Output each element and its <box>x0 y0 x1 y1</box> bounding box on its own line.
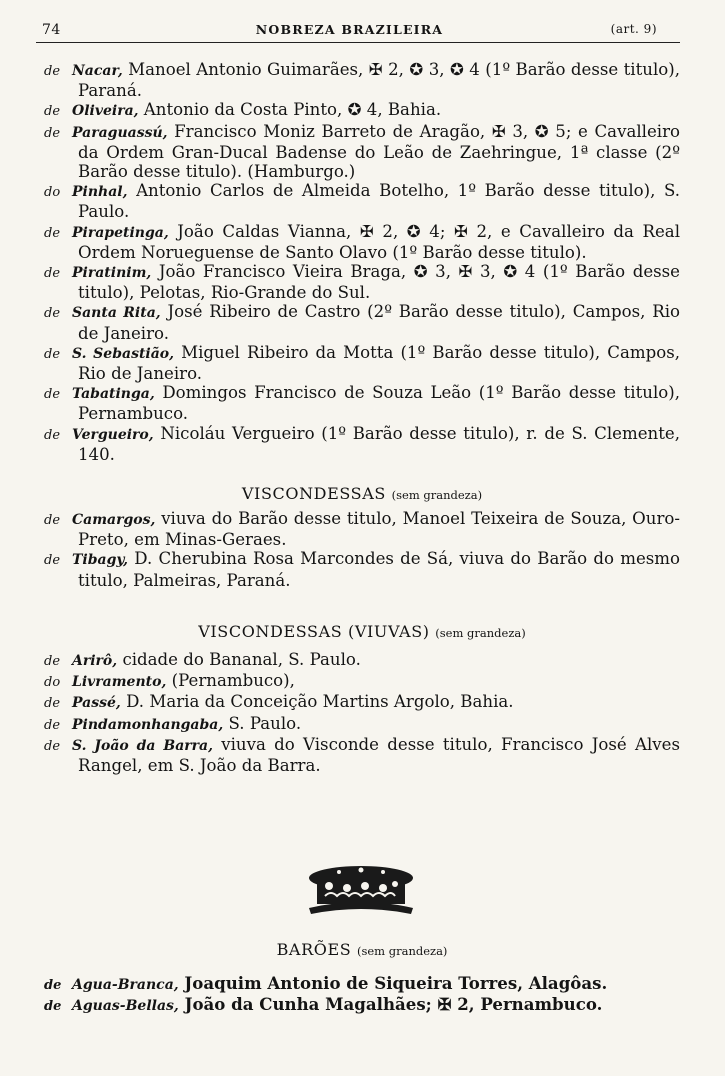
article-reference: (art. 9) <box>610 22 657 36</box>
list-item: de Paraguassú, Francisco Moniz Barreto de Aragão, ✠ 3, ✪ 5; e Cavalleiro da Ordem Gran-Ducal Badense do Leão de Zaehringue, 1ª classe (2º Barão desse titulo). (Hamburgo.) <box>44 121 681 182</box>
list-item: de Oliveira, Antonio da Costa Pinto, ✪ 4, Bahia. <box>44 100 442 120</box>
list-item: de Passé, D. Maria da Conceição Martins Argolo, Bahia. <box>44 692 514 712</box>
list-item: de Tabatinga, Domingos Francisco de Souza Leão (1º Barão desse titulo), Pernambuco. <box>44 383 680 424</box>
list-item: de Pirapetinga, João Caldas Vianna, ✠ 2, ✪ 4; ✠ 2, e Cavalleiro da Real Ordem Norueguense de Santo Olavo (1º Barão desse titulo). <box>44 221 681 262</box>
list-item: de Piratinim, João Francisco Vieira Braga, ✪ 3, ✠ 3, ✪ 4 (1º Barão desse titulo), Pelotas, Rio-Grande do Sul. <box>44 262 680 303</box>
viscondessas-viuvas-list <box>44 650 680 775</box>
page-number: 74 <box>42 22 61 38</box>
viscondes-list <box>44 60 680 464</box>
section-heading-viscondessas: VISCONDESSAS (sem grandeza) <box>241 484 483 503</box>
list-item: de S. Sebastião, Miguel Ribeiro da Motta (1º Barão desse titulo), Campos, Rio de Janeiro. <box>44 342 681 384</box>
list-item: de Camargos, viuva do Barão desse titulo, Manoel Teixeira de Souza, Ouro-Preto, em Minas-Geraes. <box>44 509 680 550</box>
section-heading-baroes: BARÕES (sem grandeza) <box>276 940 448 959</box>
list-item: de S. João da Barra, viuva do Visconde desse titulo, Francisco José Alves Rangel, em S. João da Barra. <box>44 734 680 776</box>
list-item: de Pindamonhangaba, S. Paulo. <box>44 713 302 733</box>
list-item: de Santa Rita, José Ribeiro de Castro (2º Barão desse titulo), Campos, Rio de Janeiro. <box>44 302 681 343</box>
list-item: de Arirô, cidade do Bananal, S. Paulo. <box>44 650 361 669</box>
list-item: de Vergueiro, Nicoláu Vergueiro (1º Barão desse titulo), r. de S. Clemente, 140. <box>44 423 680 464</box>
list-item: do Pinhal, Antonio Carlos de Almeida Botelho, 1º Barão desse titulo), S. Paulo. <box>44 181 680 222</box>
running-header <box>42 22 657 38</box>
list-item: de Tibagy, D. Cherubina Rosa Marcondes de Sá, viuva do Barão do mesmo titulo, Palmeiras, Paraná. <box>44 549 680 590</box>
list-item: de Agua-Branca, Joaquim Antonio de Siqueira Torres, Alagôas. <box>44 973 608 993</box>
baroes-list <box>44 974 680 1016</box>
list-item: do Livramento, (Pernambuco), <box>44 671 295 691</box>
section-heading-viscondessas-viuvas: VISCONDESSAS (VIUVAS) (sem grandeza) <box>198 622 526 641</box>
crown-ornament-icon <box>295 856 427 920</box>
header-rule <box>36 42 680 43</box>
list-item: de Aguas-Bellas, João da Cunha Magalhães; ✠ 2, Pernambuco. <box>44 994 603 1015</box>
viscondessas-list <box>44 509 680 590</box>
running-title: NOBREZA BRAZILEIRA <box>255 22 444 37</box>
list-item: de Nacar, Manoel Antonio Guimarães, ✠ 2, ✪ 3, ✪ 4 (1º Barão desse titulo), Paraná. <box>44 60 680 101</box>
